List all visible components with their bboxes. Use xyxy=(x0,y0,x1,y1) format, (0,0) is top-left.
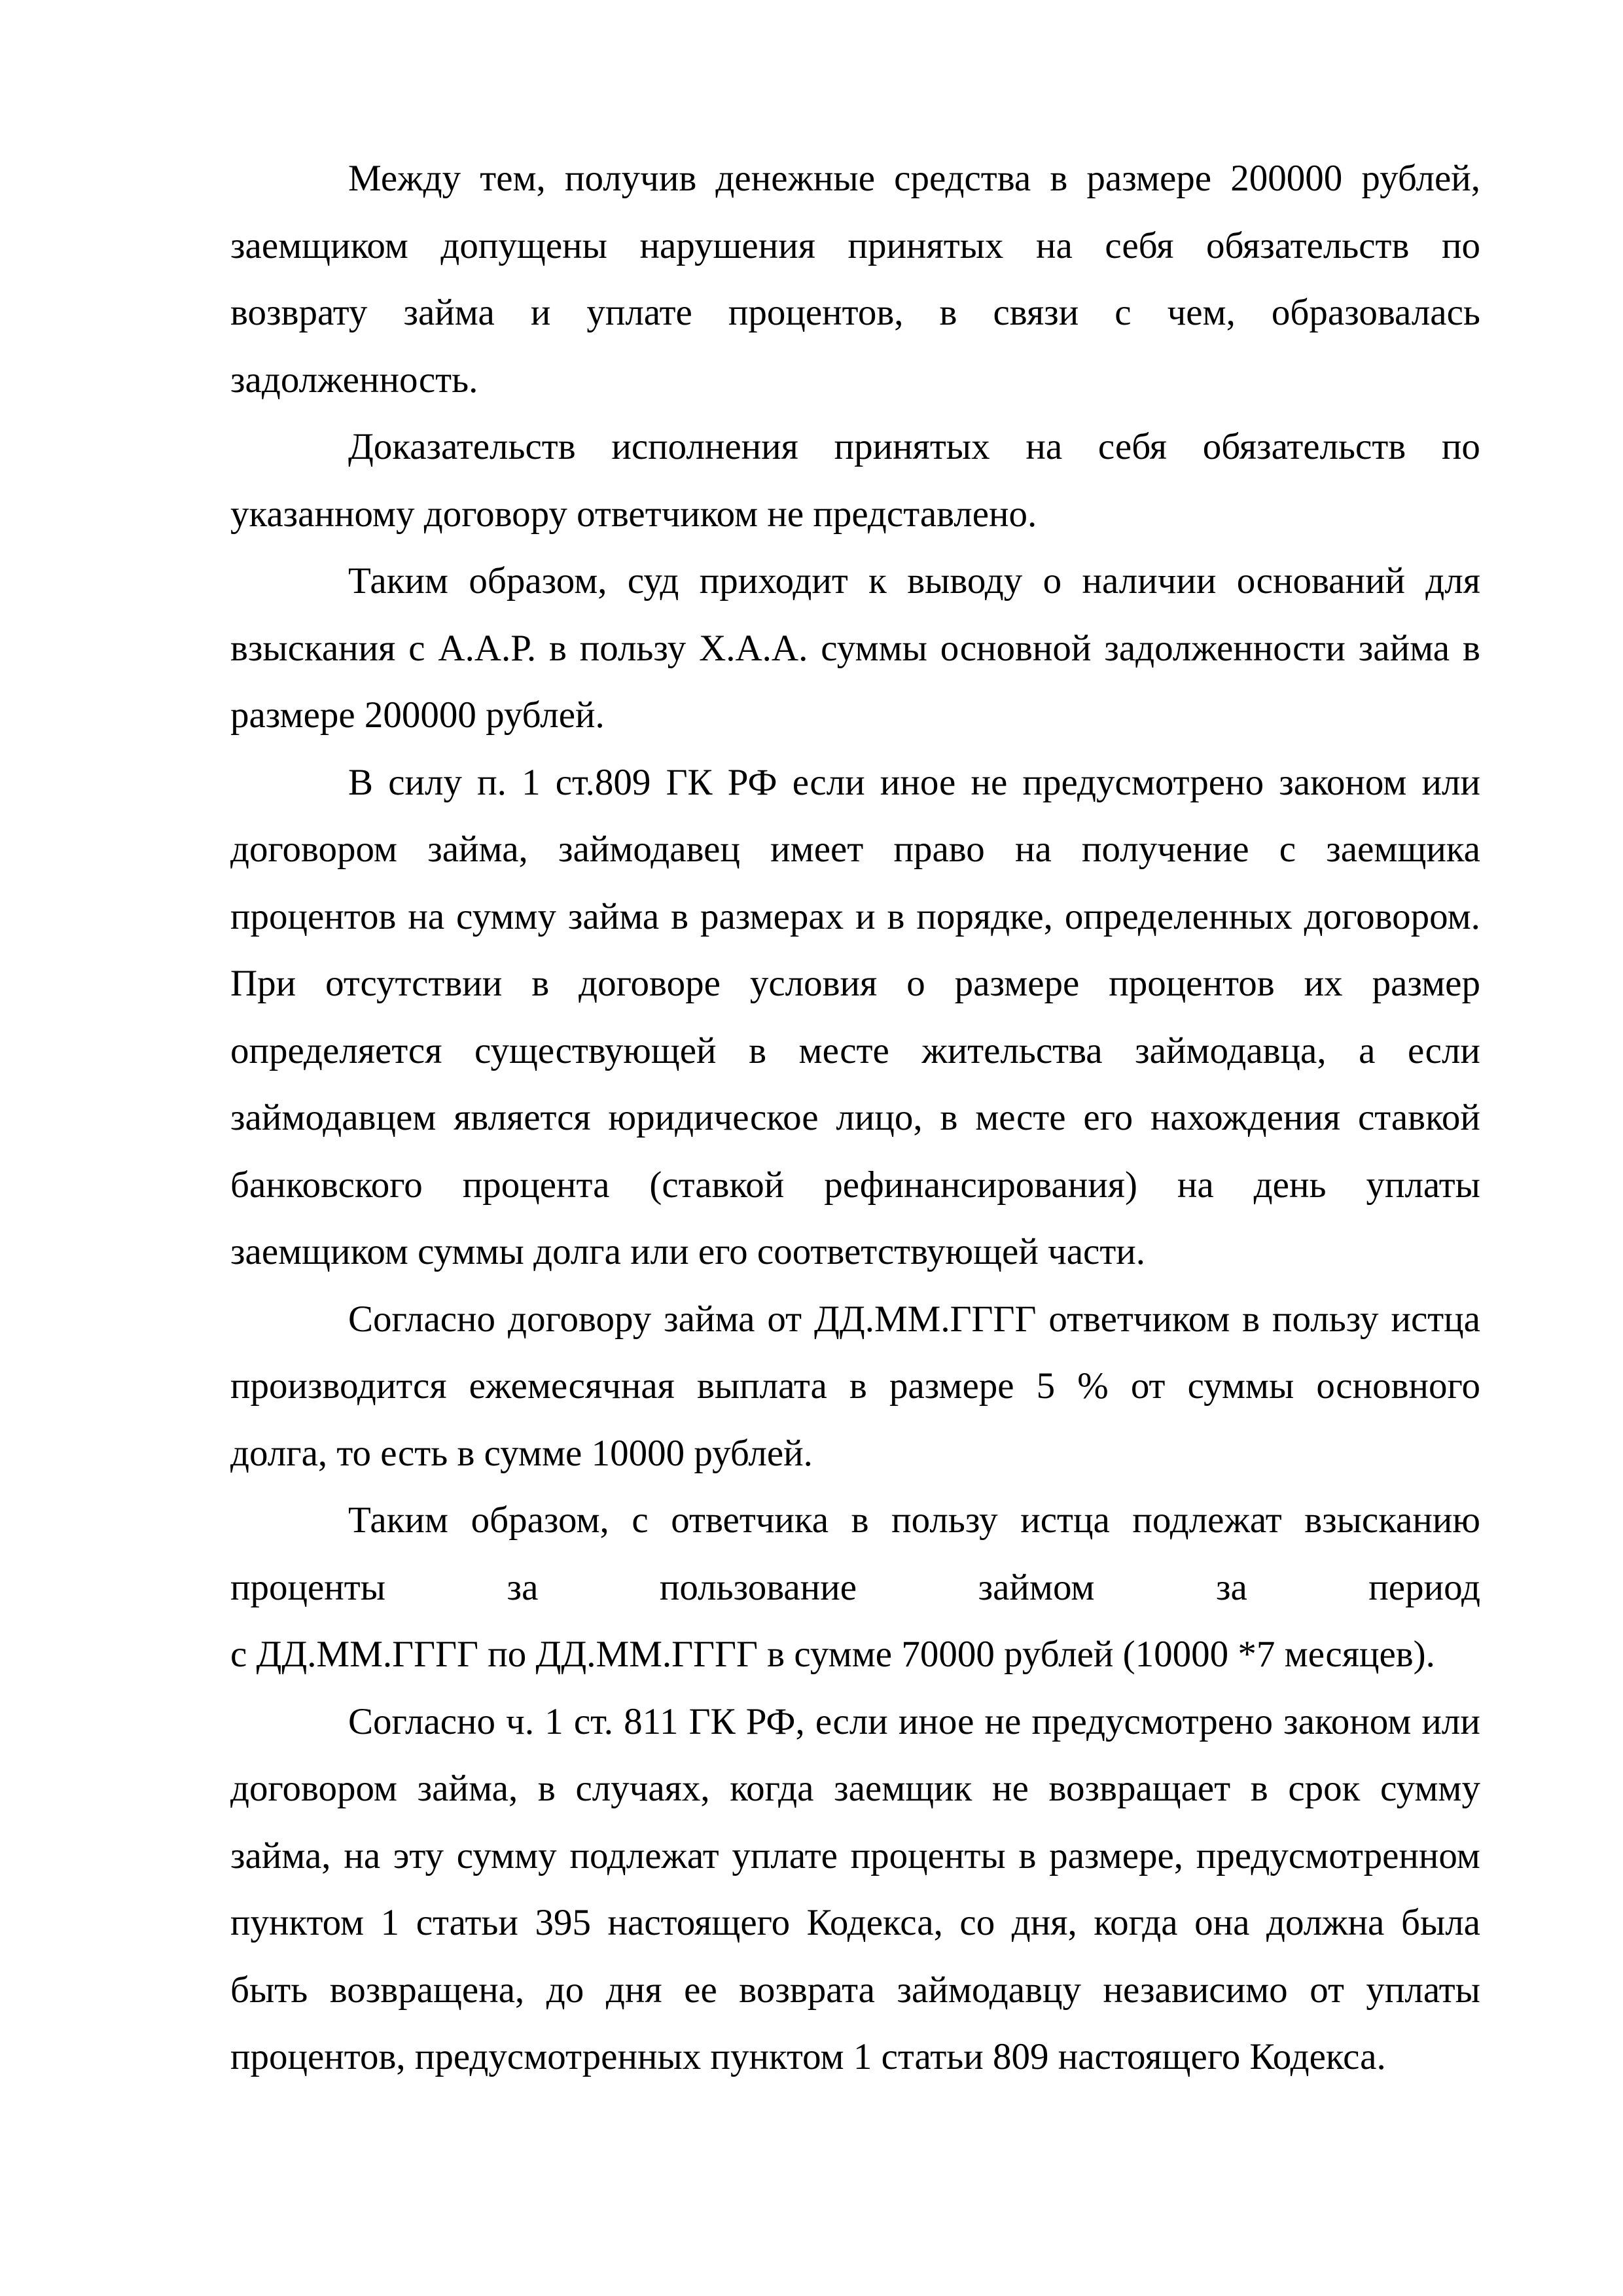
word: право xyxy=(893,829,985,870)
word: Доказательств xyxy=(348,426,576,467)
word: ч. xyxy=(506,1700,535,1742)
word: п. xyxy=(477,761,507,803)
word: истца xyxy=(1020,1499,1110,1541)
word: в xyxy=(1250,1768,1268,1809)
paragraph xyxy=(230,1689,1480,2091)
word: когда xyxy=(1094,1902,1178,1943)
word: рублей, xyxy=(1361,158,1480,199)
word: договоре xyxy=(579,963,721,1004)
word: займа, xyxy=(230,1835,331,1876)
word: заемщика xyxy=(1326,829,1480,870)
word: в xyxy=(940,1097,958,1138)
text-line xyxy=(230,1823,1480,1890)
word: займа xyxy=(567,895,660,937)
word: законом xyxy=(1283,1700,1412,1742)
word: возврата xyxy=(739,1969,875,2011)
word: является xyxy=(454,1097,591,1138)
word: 5 xyxy=(1036,1365,1056,1407)
text-line xyxy=(230,213,1480,280)
word: приходит xyxy=(699,560,848,601)
word: до xyxy=(546,1969,584,2011)
word: 1 xyxy=(544,1700,563,1742)
word: если xyxy=(1407,1030,1480,1071)
word: их xyxy=(1304,963,1343,1004)
word: и xyxy=(855,895,876,937)
word: в xyxy=(849,1365,867,1407)
word: процентов, xyxy=(728,292,904,333)
word: сумму xyxy=(456,895,556,937)
word: законом xyxy=(1279,761,1407,803)
word: допущены xyxy=(440,224,607,266)
word: займа xyxy=(403,292,495,333)
text-line xyxy=(230,1353,1480,1420)
word: займа xyxy=(1358,627,1450,669)
word: ставкой xyxy=(1357,1097,1480,1138)
word: образом, xyxy=(469,560,607,601)
text-line: с ДД.ММ.ГГГГ по ДД.ММ.ГГГГ в сумме 70000 рублей (10000 *7 месяцев). xyxy=(230,1634,1435,1675)
word: размерах xyxy=(700,895,844,937)
text-line: размере 200000 рублей. xyxy=(230,694,605,736)
word: лицо, xyxy=(836,1097,923,1138)
word: Кодекса, xyxy=(806,1902,943,1943)
word: уплаты xyxy=(1366,1969,1480,2011)
text-line: процентов, предусмотренных пунктом 1 статьи 809 настоящего Кодекса. xyxy=(230,2036,1386,2077)
word: суммы xyxy=(821,627,927,669)
word: отсутствии xyxy=(325,963,503,1004)
text-line xyxy=(230,1554,1480,1622)
word: возвращена, xyxy=(329,1969,525,2011)
word: в xyxy=(887,895,905,937)
word: принятых xyxy=(847,224,1004,266)
text-line xyxy=(230,884,1480,951)
word: в xyxy=(851,1499,869,1541)
word: В xyxy=(348,761,374,803)
word: условия xyxy=(749,963,878,1004)
word: о xyxy=(906,963,925,1004)
word: нарушения xyxy=(639,224,815,266)
word: банковского xyxy=(230,1164,423,1206)
text-line xyxy=(230,1286,1480,1354)
word: пользу xyxy=(891,1499,998,1541)
text-line: указанному договору ответчиком не представлено. xyxy=(230,493,1037,535)
word: определенных xyxy=(1064,895,1293,937)
word: (ставкой xyxy=(649,1164,785,1206)
word: возврату xyxy=(230,292,368,333)
word: предусмотрено xyxy=(1022,761,1264,803)
word: ежемесячная xyxy=(469,1365,675,1407)
word: проценты xyxy=(230,1566,386,1608)
word: уплате xyxy=(732,1835,838,1876)
word: исполнения xyxy=(611,426,798,467)
word: оснований xyxy=(1236,560,1405,601)
word: по xyxy=(1441,224,1480,266)
word: взыскания xyxy=(230,627,396,669)
text-line xyxy=(230,1689,1480,1756)
word: Между xyxy=(348,158,461,199)
word: договором xyxy=(230,1768,397,1809)
text-line xyxy=(230,414,1480,481)
word: пользу xyxy=(1272,1298,1379,1340)
word: получив xyxy=(564,158,697,199)
word: РФ, xyxy=(745,1700,805,1742)
word: месте xyxy=(798,1030,889,1071)
word: основного xyxy=(1316,1365,1480,1407)
word: договором xyxy=(230,829,397,870)
word: период xyxy=(1368,1566,1480,1608)
word: займодавца, xyxy=(1135,1030,1327,1071)
word: существующей xyxy=(474,1030,717,1071)
word: в xyxy=(537,1768,556,1809)
word: займодавец xyxy=(558,829,740,870)
word: случаях, xyxy=(575,1768,710,1809)
text-line xyxy=(230,1755,1480,1823)
word: А.А.Р. xyxy=(438,627,537,669)
word: ст. xyxy=(573,1700,613,1742)
word: средства xyxy=(894,158,1031,199)
word: за xyxy=(1215,1566,1247,1608)
text-line xyxy=(230,1957,1480,2024)
word: месте xyxy=(975,1097,1066,1138)
word: образом, xyxy=(471,1499,609,1541)
word: в xyxy=(1242,1298,1260,1340)
word: истца xyxy=(1391,1298,1480,1340)
word: порядке, xyxy=(916,895,1053,937)
word: если xyxy=(792,761,865,803)
word: нахождения xyxy=(1150,1097,1341,1138)
word: При xyxy=(230,963,296,1004)
text-line xyxy=(230,1487,1480,1554)
word: процентов xyxy=(1109,963,1275,1004)
paragraph xyxy=(230,145,1480,414)
word: в xyxy=(548,627,567,669)
word: на xyxy=(1035,224,1073,266)
word: Таким xyxy=(348,1499,448,1541)
word: подлежат xyxy=(569,1835,719,1876)
word: производится xyxy=(230,1365,447,1407)
word: ГК xyxy=(666,761,713,803)
word: дня xyxy=(605,1969,662,2011)
word: заемщиком xyxy=(230,224,408,266)
word: 1 xyxy=(380,1902,400,1943)
word: % xyxy=(1077,1365,1109,1407)
word: ответчиком xyxy=(1048,1298,1230,1340)
word: проценты xyxy=(850,1835,1006,1876)
word: от xyxy=(767,1298,802,1340)
word: пользование xyxy=(659,1566,857,1608)
text-line xyxy=(230,1890,1480,1957)
word: займом xyxy=(978,1566,1095,1608)
word: эту xyxy=(393,1835,444,1876)
word: его xyxy=(1083,1097,1133,1138)
word: от xyxy=(1310,1969,1344,2011)
word: определяется xyxy=(230,1030,442,1071)
word: предусмотренном xyxy=(1196,1835,1480,1876)
word: на xyxy=(344,1835,381,1876)
word: размере xyxy=(1086,158,1212,199)
word: получение xyxy=(1082,829,1249,870)
word: принятых xyxy=(834,426,990,467)
word: уплате xyxy=(586,292,692,333)
word: Согласно xyxy=(348,1700,496,1742)
word: процентов xyxy=(230,895,397,937)
word: к xyxy=(868,560,887,601)
word: обязательств xyxy=(1202,426,1406,467)
word: займодавцем xyxy=(230,1097,437,1138)
word: выплата xyxy=(696,1365,827,1407)
word: размер xyxy=(1372,963,1480,1004)
word: заемщик xyxy=(834,1768,972,1809)
text-line xyxy=(230,1018,1480,1085)
word: ст.809 xyxy=(555,761,651,803)
word: независимо xyxy=(1103,1969,1288,2011)
word: взысканию xyxy=(1304,1499,1480,1541)
word: на xyxy=(408,895,445,937)
word: с xyxy=(632,1499,649,1541)
word: когда xyxy=(730,1768,814,1809)
word: имеет xyxy=(770,829,864,870)
word: пользу xyxy=(579,627,687,669)
text-line xyxy=(230,615,1480,683)
word: суд xyxy=(627,560,679,601)
word: размере, xyxy=(1049,1835,1184,1876)
word: займа, xyxy=(417,1768,518,1809)
word: сумму xyxy=(1380,1768,1480,1809)
word: размере xyxy=(954,963,1080,1004)
word: займодавцу xyxy=(897,1969,1081,2011)
word: не xyxy=(992,1768,1029,1809)
word: обязательств xyxy=(1205,224,1410,266)
text-line xyxy=(230,548,1480,615)
word: не xyxy=(984,1700,1022,1742)
paragraph xyxy=(230,548,1480,749)
word: а xyxy=(1359,1030,1376,1071)
document-body xyxy=(230,145,1480,2091)
word: юридическое xyxy=(608,1097,819,1138)
word: размере xyxy=(889,1365,1014,1407)
word: в xyxy=(749,1030,766,1071)
word: на xyxy=(1177,1164,1214,1206)
word: на xyxy=(1015,829,1052,870)
word: статьи xyxy=(416,1902,518,1943)
word: рефинансирования) xyxy=(824,1164,1137,1206)
word: или xyxy=(1421,761,1480,803)
text-line: задолженность. xyxy=(230,359,478,401)
word: образовалась xyxy=(1271,292,1480,333)
word: в xyxy=(1050,158,1068,199)
paragraph xyxy=(230,1487,1480,1689)
text-line xyxy=(230,1152,1480,1219)
word: срок xyxy=(1288,1768,1361,1809)
word: с xyxy=(1279,829,1296,870)
word: возвращает xyxy=(1048,1768,1231,1809)
text-line xyxy=(230,816,1480,884)
word: связи xyxy=(993,292,1079,333)
word: с xyxy=(1115,292,1132,333)
text-line xyxy=(230,749,1480,817)
word: ответчика xyxy=(671,1499,829,1541)
word: или xyxy=(1421,1700,1480,1742)
word: договору xyxy=(507,1298,652,1340)
word: в xyxy=(1018,1835,1037,1876)
word: и xyxy=(530,292,551,333)
word: 811 xyxy=(624,1700,679,1742)
word: иное xyxy=(880,761,956,803)
word: ГК xyxy=(688,1700,736,1742)
word: за xyxy=(507,1566,539,1608)
text-line xyxy=(230,950,1480,1018)
word: должна xyxy=(1266,1902,1385,1943)
word: иное xyxy=(898,1700,974,1742)
word: займа xyxy=(664,1298,755,1340)
word: была xyxy=(1400,1902,1480,1943)
word: настоящего xyxy=(607,1902,791,1943)
word: со xyxy=(959,1902,995,1943)
word: выводу xyxy=(907,560,1023,601)
word: не xyxy=(971,761,1008,803)
word: 395 xyxy=(535,1902,591,1943)
word: уплаты xyxy=(1366,1164,1480,1206)
word: от xyxy=(1130,1365,1166,1407)
paragraph xyxy=(230,749,1480,1286)
word: займа, xyxy=(427,829,528,870)
paragraph xyxy=(230,1286,1480,1488)
word: чем, xyxy=(1167,292,1236,333)
word: она xyxy=(1194,1902,1250,1943)
word: в xyxy=(531,963,550,1004)
word: задолженности xyxy=(1104,627,1346,669)
paragraph xyxy=(230,414,1480,548)
text-line xyxy=(230,1085,1480,1152)
word: если xyxy=(815,1700,888,1742)
word: ее xyxy=(684,1969,717,2011)
word: в xyxy=(1462,627,1480,669)
word: наличии xyxy=(1082,560,1217,601)
word: Таким xyxy=(348,560,448,601)
word: по xyxy=(1441,426,1480,467)
word: о xyxy=(1043,560,1062,601)
word: день xyxy=(1253,1164,1327,1206)
word: с xyxy=(408,627,425,669)
text-line: заемщиком суммы долга или его соответствующей части. xyxy=(230,1231,1146,1272)
word: подлежат xyxy=(1132,1499,1282,1541)
word: дня, xyxy=(1011,1902,1077,1943)
word: суммы xyxy=(1187,1365,1294,1407)
word: предусмотрено xyxy=(1031,1700,1274,1742)
word: пунктом xyxy=(230,1902,365,1943)
text-line xyxy=(230,279,1480,347)
word: основной xyxy=(940,627,1092,669)
word: жительства xyxy=(921,1030,1103,1071)
word: Согласно xyxy=(348,1298,496,1340)
text-line xyxy=(230,145,1480,213)
word: себя xyxy=(1097,426,1167,467)
word: для xyxy=(1425,560,1480,601)
word: процента xyxy=(462,1164,610,1206)
word: тем, xyxy=(480,158,546,199)
word: 200000 xyxy=(1230,158,1343,199)
word: денежные xyxy=(715,158,875,199)
word: договором. xyxy=(1304,895,1480,937)
word: силу xyxy=(388,761,462,803)
word: быть xyxy=(230,1969,308,2011)
word: сумму xyxy=(456,1835,557,1876)
text-line: долга, то есть в сумме 10000 рублей. xyxy=(230,1432,813,1474)
word: себя xyxy=(1105,224,1174,266)
word: ДД.ММ.ГГГГ xyxy=(813,1298,1037,1340)
word: на xyxy=(1026,426,1063,467)
word: РФ xyxy=(727,761,777,803)
word: в xyxy=(671,895,689,937)
word: 1 xyxy=(522,761,541,803)
word: Х.А.А. xyxy=(699,627,808,669)
word: в xyxy=(939,292,957,333)
